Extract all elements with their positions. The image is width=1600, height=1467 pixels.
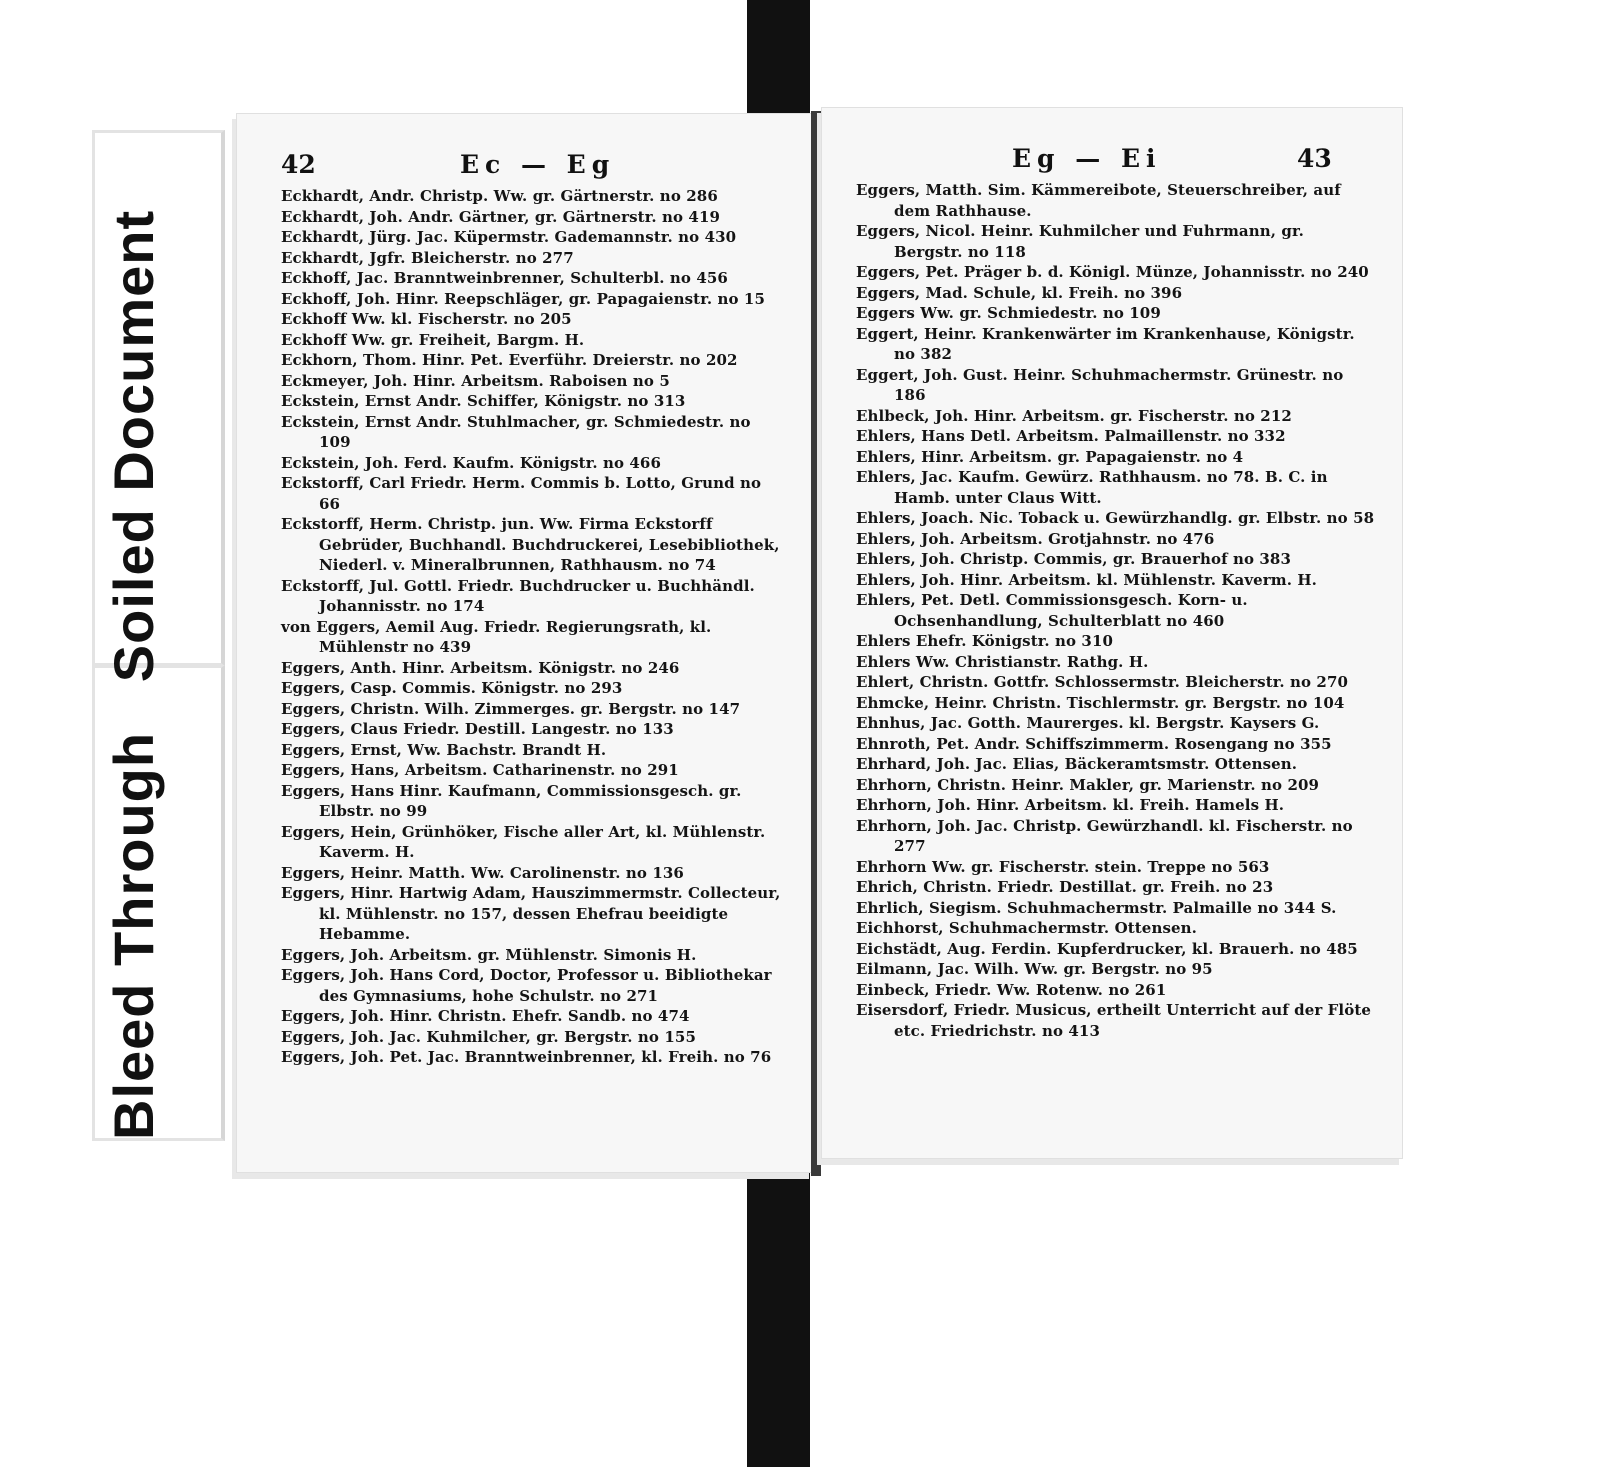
directory-entry: Eggers, Joh. Jac. Kuhmilcher, gr. Bergstr. no 155 <box>281 1027 696 1046</box>
condition-label-text <box>102 209 165 1140</box>
directory-entry: Eggers, Hans Hinr. Kaufmann, Commissionsgesch. gr. Elbstr. no 99 <box>281 781 742 820</box>
directory-entry: Ehlers, Jac. Kaufm. Gewürz. Rathhausm. no 78. B. C. in Hamb. unter Claus Witt. <box>856 468 1328 507</box>
directory-entry: Eckhoff, Jac. Branntweinbrenner, Schulterbl. no 456 <box>281 269 728 287</box>
document-condition-label <box>92 130 222 1140</box>
directory-entry: Eggers, Joh. Pet. Jac. Branntweinbrenner, kl. Freih. no 76 <box>281 1048 772 1066</box>
left-page-number: 42 <box>281 150 316 179</box>
directory-entry: Eckhoff Ww. kl. Fischerstr. no 205 <box>281 310 572 328</box>
left-page <box>236 113 813 1173</box>
directory-entry: Eckhardt, Andr. Christp. Ww. gr. Gärtnerstr. no 286 <box>281 187 718 205</box>
label-text-bleed-through: Bleed Through <box>102 731 165 1140</box>
binding-strap-bottom <box>747 1172 810 1467</box>
directory-entry: Eggers Ww. gr. Schmiedestr. no 109 <box>856 304 1161 322</box>
directory-entry: Eckstorff, Jul. Gottl. Friedr. Buchdrucker u. Buchhändl. Johannisstr. no 174 <box>281 576 755 615</box>
directory-entry: Eckstein, Joh. Ferd. Kaufm. Königstr. no 466 <box>281 453 662 472</box>
directory-entry: Eggers, Matth. Sim. Kämmereibote, Steuerschreiber, auf dem Rathhause. <box>856 181 1341 220</box>
directory-entry: Eggert, Heinr. Krankenwärter im Krankenhause, Königstr. no 382 <box>856 324 1355 363</box>
directory-entry: Eckhoff, Joh. Hinr. Reepschläger, gr. Papagaienstr. no 15 <box>281 289 765 308</box>
directory-entry: Eggers, Joh. Arbeitsm. gr. Mühlenstr. Simonis H. <box>281 945 697 964</box>
directory-entry: Ehrhorn, Christn. Heinr. Makler, gr. Marienstr. no 209 <box>856 775 1320 794</box>
directory-entry: Ehrich, Christn. Friedr. Destillat. gr. Freih. no 23 <box>856 878 1274 896</box>
directory-entry: Ehrhorn, Joh. Hinr. Arbeitsm. kl. Freih. Hamels H. <box>856 796 1285 814</box>
directory-entry: Eckhoff Ww. gr. Freiheit, Bargm. H. <box>281 330 585 349</box>
directory-entry: Eckhardt, Joh. Andr. Gärtner, gr. Gärtnerstr. no 419 <box>281 207 721 226</box>
directory-entry: Eggers, Christn. Wilh. Zimmerges. gr. Bergstr. no 147 <box>281 699 741 718</box>
directory-entry: Eggers, Hans, Arbeitsm. Catharinenstr. no 291 <box>281 761 679 779</box>
directory-entry: Ehlers, Joach. Nic. Toback u. Gewürzhandlg. gr. Elbstr. no 58 <box>856 509 1375 527</box>
label-text-soiled-document: Soiled Document <box>102 209 165 683</box>
directory-entry: Eckhardt, Jgfr. Bleicherstr. no 277 <box>281 248 574 267</box>
book-gutter <box>811 111 821 1176</box>
directory-entry: Eggers, Heinr. Matth. Ww. Carolinenstr. no 136 <box>281 863 684 882</box>
directory-entry: Ehlers Ehefr. Königstr. no 310 <box>856 632 1114 650</box>
right-running-head <box>822 144 1402 176</box>
directory-entry: Eckstorff, Carl Friedr. Herm. Commis b. Lotto, Grund no 66 <box>281 474 762 513</box>
directory-entry: Ehlers, Joh. Hinr. Arbeitsm. kl. Mühlenstr. Kaverm. H. <box>856 570 1318 589</box>
directory-entry: Eggers, Casp. Commis. Königstr. no 293 <box>281 679 623 697</box>
left-entry-list <box>281 186 781 1068</box>
directory-entry: Ehlers, Joh. Christp. Commis, gr. Brauerhof no 383 <box>856 550 1291 568</box>
directory-entry: Eggers, Joh. Hans Cord, Doctor, Professor u. Bibliothekar des Gymnasiums, hohe Schulstr. no 271 <box>281 966 772 1005</box>
right-entry-list <box>856 180 1376 1041</box>
directory-entry: Eckhorn, Thom. Hinr. Pet. Everführ. Dreierstr. no 202 <box>281 351 738 369</box>
right-page <box>821 107 1403 1159</box>
directory-entry: Eggers, Anth. Hinr. Arbeitsm. Königstr. no 246 <box>281 658 680 677</box>
directory-entry: Ehrlich, Siegism. Schuhmachermstr. Palmaille no 344 S. <box>856 898 1337 917</box>
directory-entry: Eggers, Hein, Grünhöker, Fische aller Art, kl. Mühlenstr. Kaverm. H. <box>281 822 766 861</box>
directory-entry: Ehlert, Christn. Gottfr. Schlossermstr. Bleicherstr. no 270 <box>856 673 1349 691</box>
directory-entry: Eilmann, Jac. Wilh. Ww. gr. Bergstr. no 95 <box>856 960 1213 978</box>
directory-entry: Ehlers, Joh. Arbeitsm. Grotjahnstr. no 476 <box>856 529 1215 548</box>
directory-entry: Eggers, Ernst, Ww. Bachstr. Brandt H. <box>281 740 607 759</box>
directory-entry: Eggers, Mad. Schule, kl. Freih. no 396 <box>856 283 1183 302</box>
directory-entry: Ehmcke, Heinr. Christn. Tischlermstr. gr. Bergstr. no 104 <box>856 693 1345 712</box>
directory-entry: Ehlers, Pet. Detl. Commissionsgesch. Korn- u. Ochsenhandlung, Schulterblatt no 460 <box>856 591 1248 630</box>
directory-entry: Eckstorff, Herm. Christp. jun. Ww. Firma Eckstorff Gebrüder, Buchhandl. Buchdruckerei, Lesebibliothek, Niederl. v. Mineralbrunnen, Rathhausm. no 74 <box>281 515 780 574</box>
directory-entry: Eggert, Joh. Gust. Heinr. Schuhmachermstr. Grünestr. no 186 <box>856 365 1344 404</box>
directory-entry: Eggers, Joh. Hinr. Christn. Ehefr. Sandb. no 474 <box>281 1007 690 1025</box>
directory-entry: Ehnroth, Pet. Andr. Schiffszimmerm. Rosengang no 355 <box>856 734 1332 753</box>
directory-entry: Ehlers, Hans Detl. Arbeitsm. Palmaillenstr. no 332 <box>856 427 1286 445</box>
directory-entry: Eichhorst, Schuhmachermstr. Ottensen. <box>856 919 1197 937</box>
directory-entry: Ehlers, Hinr. Arbeitsm. gr. Papagaienstr. no 4 <box>856 447 1244 466</box>
directory-entry: Ehnhus, Jac. Gotth. Maurerges. kl. Bergstr. Kaysers G. <box>856 714 1320 732</box>
directory-entry: Eggers, Pet. Präger b. d. Königl. Münze, Johannisstr. no 240 <box>856 263 1369 281</box>
directory-entry: Ehrhard, Joh. Jac. Elias, Bäckeramtsmstr. Ottensen. <box>856 755 1298 773</box>
right-page-number: 43 <box>1297 144 1332 173</box>
binding-strap-top <box>747 0 810 118</box>
right-page-header: Eg — Ei <box>1012 144 1162 173</box>
open-book-scan <box>206 107 1408 1182</box>
directory-entry: Eckmeyer, Joh. Hinr. Arbeitsm. Raboisen no 5 <box>281 371 670 390</box>
directory-entry: Eckhardt, Jürg. Jac. Küpermstr. Gademannstr. no 430 <box>281 228 737 246</box>
directory-entry: Eggers, Claus Friedr. Destill. Langestr. no 133 <box>281 720 674 738</box>
directory-entry: von Eggers, Aemil Aug. Friedr. Regierungsrath, kl. Mühlenstr no 439 <box>281 617 712 656</box>
directory-entry: Eggers, Nicol. Heinr. Kuhmilcher und Fuhrmann, gr. Bergstr. no 118 <box>856 222 1304 261</box>
left-running-head <box>237 150 812 182</box>
directory-entry: Ehlbeck, Joh. Hinr. Arbeitsm. gr. Fischerstr. no 212 <box>856 406 1292 425</box>
directory-entry: Eckstein, Ernst Andr. Schiffer, Königstr. no 313 <box>281 392 686 410</box>
directory-entry: Eisersdorf, Friedr. Musicus, ertheilt Unterricht auf der Flöte etc. Friedrichstr. no 413 <box>856 1001 1372 1040</box>
directory-entry: Einbeck, Friedr. Ww. Rotenw. no 261 <box>856 980 1167 999</box>
directory-entry: Eggers, Hinr. Hartwig Adam, Hauszimmermstr. Collecteur, kl. Mühlenstr. no 157, dessen Ehefrau beeidigte Hebamme. <box>281 884 781 943</box>
directory-entry: Ehrhorn Ww. gr. Fischerstr. stein. Treppe no 563 <box>856 857 1270 876</box>
directory-entry: Eichstädt, Aug. Ferdin. Kupferdrucker, kl. Brauerh. no 485 <box>856 939 1358 958</box>
left-page-header: Ec — Eg <box>460 150 616 179</box>
directory-entry: Ehrhorn, Joh. Jac. Christp. Gewürzhandl. kl. Fischerstr. no 277 <box>856 816 1353 855</box>
directory-entry: Eckstein, Ernst Andr. Stuhlmacher, gr. Schmiedestr. no 109 <box>281 412 751 451</box>
directory-entry: Ehlers Ww. Christianstr. Rathg. H. <box>856 652 1149 671</box>
